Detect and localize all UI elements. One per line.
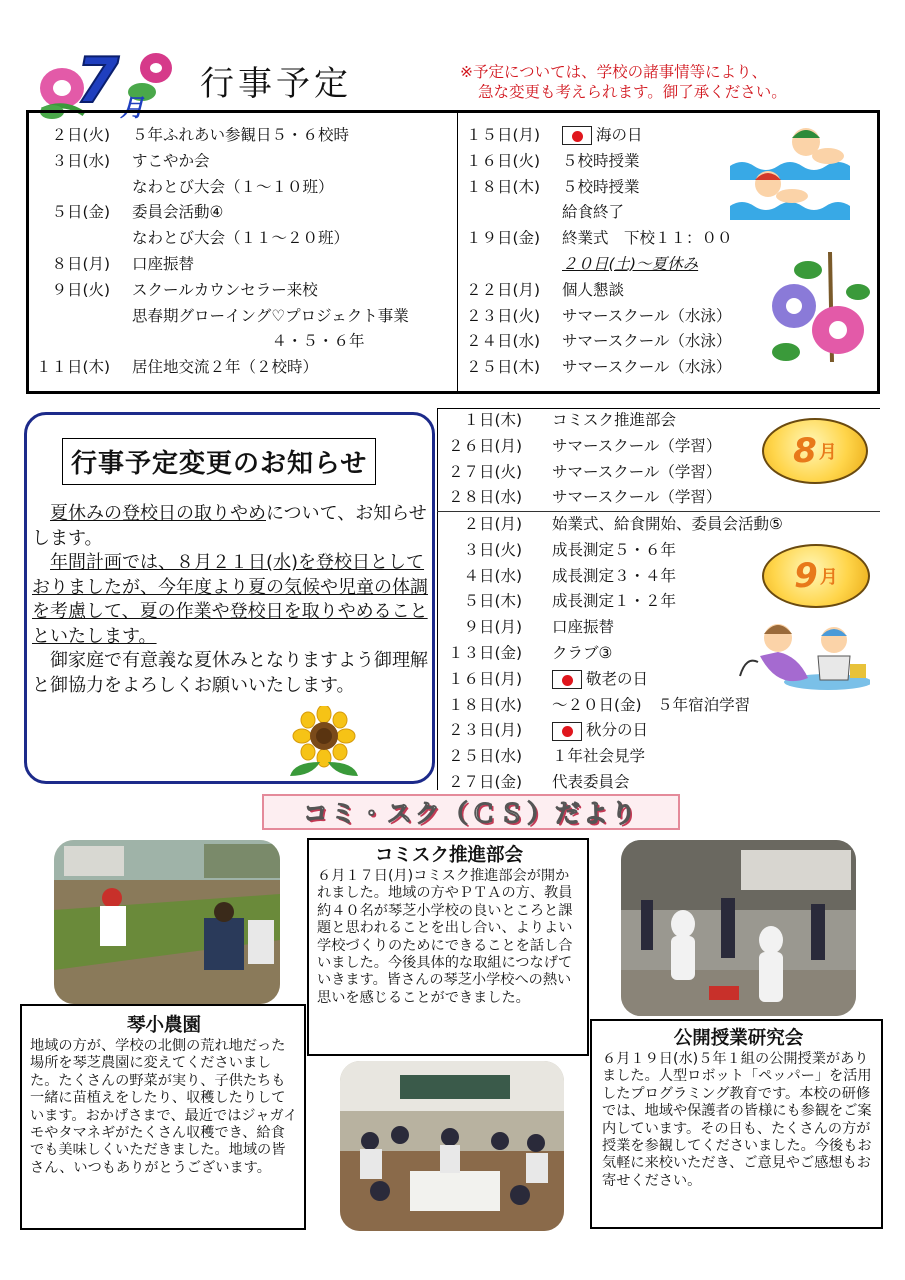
- notice-paragraph-2: [32, 551, 428, 649]
- schedule-line: [466, 304, 733, 330]
- august-month-suffix: 月: [818, 442, 837, 463]
- schedule-event: 敬老の日: [586, 669, 649, 688]
- schedule-line: [466, 175, 733, 201]
- schedule-date: ９日(火): [36, 280, 111, 299]
- open-class-title: 公開授業研究会: [673, 1028, 804, 1049]
- open-class-body: ６月１９日(水)５年１組の公開授業がありました。人型ロボット「ペッパー」を活用したプログラミング教育です。本校の研修では、地域や保護者の皆様にも参観をご案内しています。その日も、たくさんの方が授業を参観してくださいました。今後もお気軽に来校いただき、ご意見やご感想もお寄せください。: [602, 1051, 872, 1189]
- schedule-line: [466, 278, 733, 304]
- schedule-event: 口座振替: [132, 254, 195, 273]
- cs-meeting-photo: [340, 1061, 564, 1231]
- schedule-line: [36, 226, 409, 252]
- schedule-date: １６日(月): [448, 669, 523, 688]
- cs-meeting-title: コミスク推進部会: [374, 845, 523, 866]
- schedule-event: サマースクール（学習）: [552, 488, 722, 507]
- schedule-date: ２２日(月): [466, 280, 541, 299]
- september-schedule: [448, 512, 783, 796]
- schedule-date: １８日(木): [466, 177, 541, 196]
- notice-line-1: ※予定については、学校の諸事情等により、: [460, 63, 768, 81]
- schedule-event: クラブ③: [552, 643, 613, 662]
- schedule-line: [36, 149, 409, 175]
- schedule-line: [36, 200, 409, 226]
- schedule-event: スクールカウンセラー来校: [132, 280, 318, 299]
- schedule-line: [448, 667, 783, 693]
- notice-paragraph-1: [32, 502, 428, 551]
- schedule-event: 居住地交流２年（２校時）: [132, 358, 319, 377]
- july-schedule-right: [466, 123, 733, 381]
- schedule-line: [448, 485, 721, 511]
- schedule-event: 成長測定１・２年: [552, 592, 677, 611]
- schedule-line: [448, 718, 783, 744]
- schedule-line: [36, 278, 409, 304]
- september-badge: [762, 544, 870, 608]
- schedule-date: ４日(水): [448, 566, 523, 585]
- schedule-event: なわとび大会（１～１０班）: [132, 177, 334, 196]
- schedule-line: [448, 564, 783, 590]
- notice-line-2: 急な変更も考えられます。御了承ください。: [478, 83, 787, 101]
- schedule-event: 口座振替: [552, 618, 615, 637]
- japan-flag-icon: [552, 722, 582, 741]
- schedule-line: [466, 252, 733, 278]
- schedule-line: [466, 123, 733, 149]
- schedule-date: ２５日(木): [466, 358, 541, 377]
- schedule-event: １年社会見学: [552, 747, 646, 766]
- july-schedule-left: [36, 123, 409, 381]
- schedule-event: 始業式、給食開始、委員会活動⑤: [552, 515, 783, 533]
- august-schedule: [448, 408, 721, 511]
- schedule-event: すこやか会: [132, 151, 210, 170]
- schedule-line: [36, 252, 409, 278]
- schedule-event: ５年ふれあい参観日５・６校時: [132, 126, 350, 144]
- schedule-event: ４・５・６年: [132, 332, 365, 351]
- schedule-line: [448, 434, 721, 460]
- sunflower-icon: [284, 706, 362, 778]
- japan-flag-icon: [552, 670, 582, 689]
- schedule-event: サマースクール（学習）: [552, 462, 722, 481]
- schedule-event: 代表委員会: [552, 772, 630, 791]
- schedule-date: ２５日(水): [448, 747, 523, 766]
- schedule-line: [448, 615, 783, 641]
- schedule-event: サマースクール（水泳）: [562, 358, 732, 377]
- schedule-date: ２８日(水): [448, 488, 523, 507]
- schedule-event: 給食終了: [562, 203, 625, 222]
- schedule-event: 終業式 下校１１：００: [562, 229, 733, 248]
- school-farm-article: [20, 1004, 306, 1230]
- august-month-number: 8: [793, 431, 817, 471]
- schedule-event: 秋分の日: [586, 721, 649, 740]
- schedule-date: １日(木): [448, 411, 523, 429]
- schedule-date: ２７日(火): [448, 462, 523, 481]
- schedule-date: ２日(月): [448, 515, 523, 533]
- schedule-date: ２３日(月): [448, 721, 523, 740]
- schedule-line: [448, 538, 783, 564]
- schedule-date: ２６日(月): [448, 436, 523, 455]
- schedule-line: [448, 693, 783, 719]
- schedule-event: サマースクール（水泳）: [562, 332, 732, 351]
- schedule-date: ９日(月): [448, 618, 523, 637]
- elderly-picnic-illustration: [738, 616, 870, 692]
- september-month-number: 9: [794, 556, 818, 596]
- schedule-event: ５校時授業: [562, 151, 640, 170]
- schedule-line: [466, 355, 733, 381]
- schedule-event: 思春期グローイング♡プロジェクト事業: [132, 306, 409, 325]
- morning-glory-illustration: [768, 252, 872, 368]
- schedule-change-body: [32, 502, 428, 698]
- schedule-line: [36, 123, 409, 149]
- september-month-suffix: 月: [819, 567, 838, 588]
- schedule-line: [466, 149, 733, 175]
- notice-paragraph-3: 御家庭で有意義な夏休みとなりますよう御理解と御協力をよろしくお願いいたします。: [32, 650, 428, 696]
- schedule-event: なわとび大会（１１～２０班）: [132, 229, 350, 248]
- schedule-date: １３日(金): [448, 643, 523, 662]
- page-title: 行事予定: [200, 64, 352, 104]
- schedule-date: ２７日(金): [448, 772, 523, 791]
- month-number: 7: [76, 44, 120, 117]
- july-divider: [457, 110, 458, 394]
- schedule-event: 成長測定３・４年: [552, 566, 677, 585]
- schedule-change-title: 行事予定変更のお知らせ: [62, 438, 376, 485]
- schedule-line: [448, 512, 783, 538]
- schedule-line: [448, 770, 783, 796]
- open-class-article: [590, 1019, 883, 1229]
- schedule-date: ２日(火): [36, 126, 111, 144]
- cs-meeting-article: [307, 838, 589, 1056]
- august-badge: [762, 418, 868, 484]
- robot-class-photo: [621, 840, 856, 1016]
- schedule-line: [36, 175, 409, 201]
- schedule-date: ２４日(水): [466, 332, 541, 351]
- cs-banner-title: コミ・スク（ＣＳ）だより: [302, 799, 639, 828]
- japan-flag-icon: [562, 126, 592, 145]
- schedule-event: ２０日(土)～夏休み: [562, 254, 699, 273]
- schedule-date: １５日(月): [466, 126, 541, 144]
- schedule-event: 委員会活動④: [132, 203, 224, 222]
- notice-text: について、お知らせします。: [32, 503, 427, 549]
- schedule-line: [466, 200, 733, 226]
- swimming-children-illustration: [728, 122, 852, 220]
- schedule-change-notice: [460, 62, 787, 102]
- schedule-event: 海の日: [596, 126, 643, 144]
- notice-highlight: 夏休みの登校日の取りやめ: [50, 503, 266, 524]
- schedule-date: ８日(月): [36, 254, 111, 273]
- schedule-date: ５日(金): [36, 203, 111, 222]
- schedule-line: [466, 226, 733, 252]
- schedule-line: [448, 744, 783, 770]
- schedule-line: [448, 641, 783, 667]
- cs-meeting-body: ６月１７日(月)コミスク推進部会が開かれました。地域の方やＰＴＡの方、教員約４０名が琴芝小学校の良いところと課題と思われることを出し合い、よりよい学校づくりのためにできることを話し合いました。今後具体的な取組につなげていきます。皆さんの琴芝小学校への熱い思いを感じることができました。: [317, 868, 573, 1006]
- schedule-line: [36, 329, 409, 355]
- schedule-date: ２３日(火): [466, 306, 541, 325]
- month-suffix: 月: [120, 94, 144, 122]
- schedule-date: １９日(金): [466, 229, 541, 248]
- schedule-date: ５日(木): [448, 592, 523, 611]
- schedule-date: １１日(木): [36, 358, 111, 377]
- schedule-date: １６日(火): [466, 151, 541, 170]
- school-farm-photo: [54, 840, 280, 1004]
- aug-sep-left-rule: [437, 408, 438, 790]
- schedule-event: 成長測定５・６年: [552, 540, 677, 559]
- schedule-event: サマースクール（学習）: [552, 436, 722, 455]
- school-farm-title: 琴小農園: [126, 1015, 201, 1036]
- schedule-date: ３日(火): [448, 540, 523, 559]
- schedule-line: [36, 304, 409, 330]
- schedule-line: [466, 329, 733, 355]
- cs-newsletter-banner: [262, 794, 680, 830]
- school-farm-body: 地域の方が、学校の北側の荒れ地だった場所を琴芝農園に変えてくださいました。たくさんの野菜が実り、子供たちも一緒に苗植えをしたり、収穫したりしています。おかげさまで、最近ではジャガイモやタマネギがたくさん収穫でき、給食でも美味しくいただきました。地域の皆さん、いつもありがとうございます。: [30, 1038, 298, 1176]
- schedule-date: １８日(水): [448, 695, 523, 714]
- schedule-line: [448, 460, 721, 486]
- schedule-event: サマースクール（水泳）: [562, 306, 732, 325]
- notice-underlined-text: 年間計画では、８月２１日(水)を登校日としておりましたが、今年度より夏の気候や児童の体調を考慮して、夏の作業や登校日を取りやめることといたします。: [32, 552, 428, 647]
- schedule-line: [36, 355, 409, 381]
- schedule-event: コミスク推進部会: [552, 411, 677, 429]
- schedule-event: 個人懇談: [562, 280, 625, 299]
- schedule-date: ３日(水): [36, 151, 111, 170]
- schedule-line: [448, 408, 721, 434]
- schedule-line: [448, 589, 783, 615]
- schedule-event: ～２０日(金) ５年宿泊学習: [552, 695, 751, 714]
- schedule-event: ５校時授業: [562, 177, 640, 196]
